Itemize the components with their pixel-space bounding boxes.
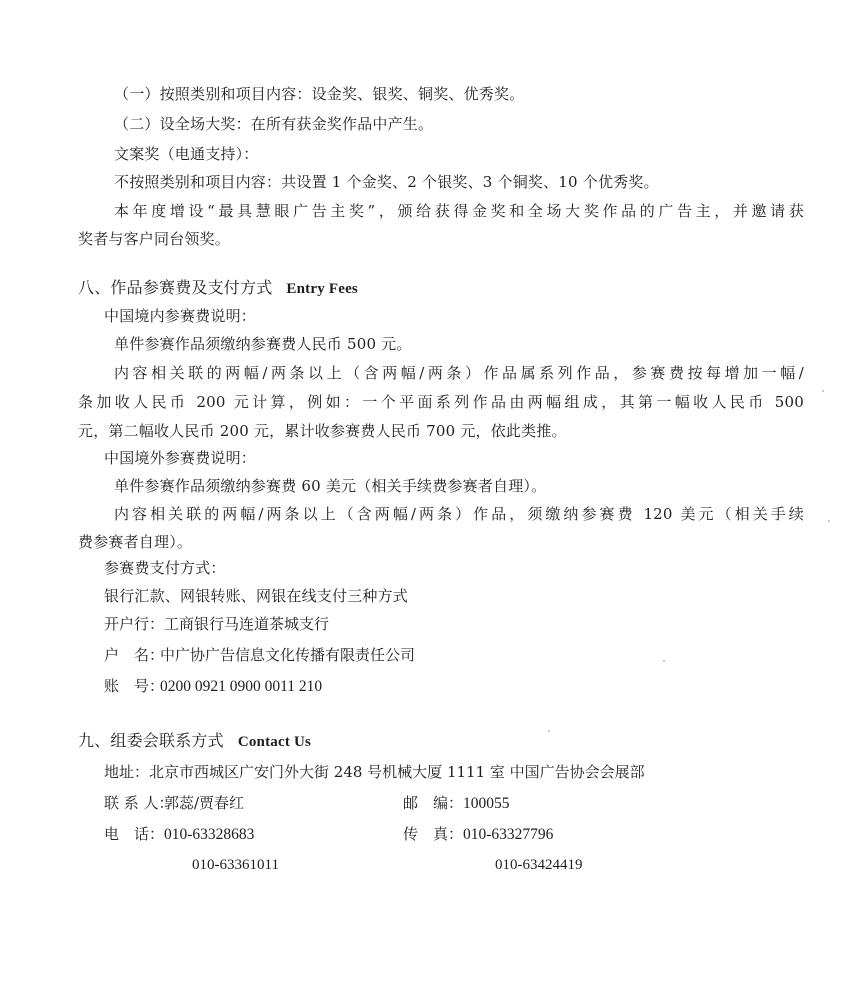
fax-value-2: 010-63424419 <box>495 857 583 873</box>
section-heading-entry-fees <box>78 278 358 299</box>
phone-value-2: 010-63361011 <box>192 857 279 873</box>
account-number-label: 账 号： <box>104 677 165 695</box>
heading-en: Entry Fees <box>286 281 358 297</box>
bank-label: 开户行： <box>104 615 165 633</box>
scan-speck <box>548 730 550 732</box>
domestic-fee-title: 中国境内参赛费说明： <box>104 307 257 325</box>
postcode-row <box>403 793 510 814</box>
domestic-fee-series-c: 元，第二幅收人民币 200 元，累计收参赛费人民币 700 元，依此类推。 <box>78 422 567 440</box>
contact-person-row <box>104 793 244 813</box>
fax-label: 传 真： <box>403 825 464 843</box>
bank-value: 工商银行马连道茶城支行 <box>164 615 330 633</box>
account-name-label: 户 名： <box>104 646 165 664</box>
awards-line-5a: 本年度增设“最具慧眼广告主奖”，颁给获得金奖和全场大奖作品的广告主，并邀请获 <box>114 202 804 220</box>
scan-speck <box>828 520 830 522</box>
address-label: 地址： <box>104 763 150 781</box>
overseas-fee-single: 单件参赛作品须缴纳参赛费 60 美元（相关手续费参赛者自理）。 <box>114 477 547 495</box>
postcode-label: 邮 编： <box>403 794 464 812</box>
overseas-fee-series-b: 费参赛者自理）。 <box>78 533 193 551</box>
heading-cn: 九、组委会联系方式 <box>78 731 224 750</box>
overseas-fee-title: 中国境外参赛费说明： <box>104 449 257 467</box>
domestic-fee-series-b: 条加收人民币 200 元计算，例如：一个平面系列作品由两幅组成，其第一幅收人民币 500 <box>78 393 804 411</box>
heading-en: Contact Us <box>237 734 312 750</box>
scan-speck <box>822 390 824 392</box>
awards-line-4: 不按照类别和项目内容：共设置 1 个金奖、2 个银奖、3 个铜奖、10 个优秀奖。 <box>114 173 659 191</box>
fax-value-1: 010-63327796 <box>463 826 554 843</box>
account-number-row <box>104 676 322 697</box>
phone-label: 电 话： <box>104 825 165 843</box>
overseas-fee-series-a: 内容相关联的两幅/两条以上（含两幅/两条）作品，须缴纳参赛费 120 美元（相关手续 <box>114 505 804 523</box>
fax-row <box>403 824 553 845</box>
address-value: 北京市西城区广安门外大街 248 号机械大厦 1111 室 中国广告协会会展部 <box>149 763 645 781</box>
awards-line-3: 文案奖（电通支持）： <box>114 145 259 163</box>
address-row <box>104 762 645 782</box>
scan-speck <box>663 660 665 662</box>
postcode-value: 100055 <box>463 795 510 812</box>
phone-row <box>104 824 254 845</box>
payment-methods: 银行汇款、网银转账、网银在线支付三种方式 <box>104 587 409 605</box>
account-name-row <box>104 645 415 665</box>
section-heading-contact <box>78 731 311 752</box>
payment-title: 参赛费支付方式： <box>104 559 226 577</box>
contact-person-label: 联 系 人： <box>104 794 174 812</box>
domestic-fee-series-a: 内容相关联的两幅/两条以上（含两幅/两条）作品属系列作品，参赛费按每增加一幅/ <box>114 364 804 382</box>
awards-line-5b: 奖者与客户同台领奖。 <box>78 230 231 248</box>
domestic-fee-single: 单件参赛作品须缴纳参赛费人民币 500 元。 <box>114 335 412 353</box>
awards-line-1: （一）按照类别和项目内容：设金奖、银奖、铜奖、优秀奖。 <box>114 85 525 103</box>
bank-row <box>104 614 329 634</box>
phone-value-1: 010-63328683 <box>164 826 255 843</box>
awards-line-2: （二）设全场大奖：在所有获金奖作品中产生。 <box>114 115 434 133</box>
account-name-value: 中广协广告信息文化传播有限责任公司 <box>160 646 416 664</box>
heading-cn: 八、作品参赛费及支付方式 <box>78 278 273 297</box>
account-number-value: 0200 0921 0900 0011 210 <box>160 678 323 695</box>
contact-person-value: 郭蕊/贾春红 <box>164 794 245 812</box>
